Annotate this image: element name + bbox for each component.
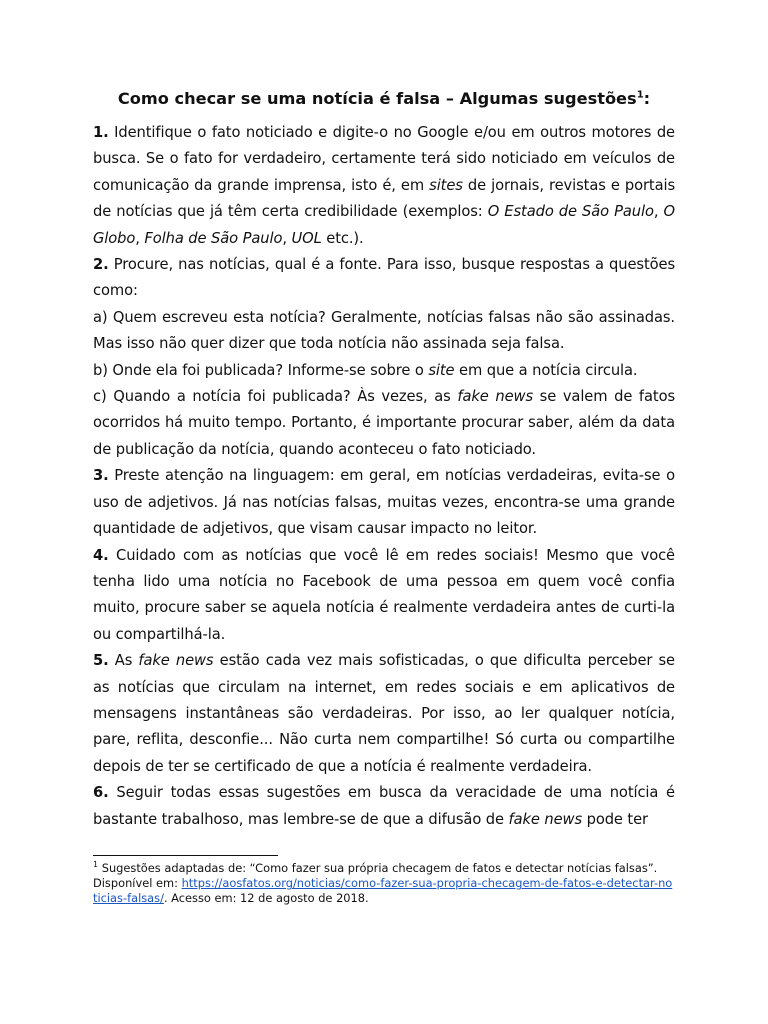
italic-text: fake news [508,810,583,828]
italic-text: fake news [138,652,214,670]
paragraph-text: a) Quem escreveu esta notícia? Geralmente, notícias falsas não são assinadas. Mas isso não quer dizer que toda notícia não assinada seja falsa. [93,308,675,353]
paragraph-item [93,384,675,463]
footnote-link[interactable]: https://aosfatos.org/noticias/como-fazer-sua-propria-checagem-de-fatos-e-detectar-noticias-falsas/ [93,876,673,906]
footnote-access-date: . Acesso em: 12 de agosto de 2018. [163,891,369,906]
title-footnote-ref[interactable]: 1 [636,89,644,101]
paragraph-text: Procure, nas notícias, qual é a fonte. Para isso, busque respostas a questões como: [93,256,675,300]
italic-text: sites [429,176,463,194]
footnote-text: Sugestões adaptadas de: “Como fazer sua própria checagem de fatos e detectar notícias falsas”. Disponível em: [93,861,658,891]
footnote-divider [93,855,278,856]
item-number: 2. [93,256,109,274]
italic-text: site [428,361,455,379]
paragraph-text: se valem de fatos ocorridos há muito tempo. Portanto, é importante procurar saber, além da data de publicação da notícia, quando aconteceu o fato noticiado. [93,388,676,458]
paragraph-text: de jornais, revistas e portais de notícias que já têm certa credibilidade (exemplos: [93,176,676,221]
item-number: 4. [93,546,109,564]
italic-text: O Globo [93,203,676,247]
paragraph-text: Cuidado com as notícias que você lê em redes sociais! Mesmo que você tenha lido uma notícia no Facebook de uma pessoa em quem você confia muito, procure saber se aquela notícia é realmente verdadeira antes de curti-la ou compartilhá-la. [93,546,675,643]
document-page [93,86,675,833]
paragraph-item [93,648,675,780]
italic-text: Folha de São Paulo [144,229,283,247]
paragraph-text: As [108,652,139,670]
paragraph-text: em que a notícia circula. [454,361,638,379]
paragraph-item [93,252,675,305]
paragraph-item [93,463,675,542]
italic-text: O Estado de São Paulo [487,203,654,221]
paragraph-item [93,543,675,649]
item-number: 6. [93,784,109,802]
item-number: 3. [93,467,109,485]
footnote-marker: 1 [93,860,99,870]
paragraph-item [93,780,675,833]
paragraph-text: Preste atenção na linguagem: em geral, em notícias verdadeiras, evita-se o uso de adjetivos. Já nas notícias falsas, muitas vezes, encontra-se uma grande quantidade de adjetivos, que visam causar impacto no leitor. [93,467,675,538]
document-title [93,86,675,112]
italic-text: UOL [291,229,322,247]
italic-text: fake news [457,388,533,406]
paragraph-text: Seguir todas essas sugestões em busca da veracidade de uma notícia é bastante trabalhoso, mas lembre-se de que a difusão de [93,784,675,828]
paragraph-text: , [135,229,145,247]
paragraph-item [93,358,675,384]
item-number: 5. [93,652,109,670]
footnote [93,861,675,907]
paragraph-text: , [282,229,292,247]
paragraph-text: etc.). [321,229,364,247]
title-suffix: : [643,89,651,108]
paragraph-text: b) Onde ela foi publicada? Informe-se sobre o [93,361,429,379]
paragraph-item [93,305,675,358]
paragraph-text: , [653,203,664,221]
paragraph-text: c) Quando a notícia foi publicada? Às vezes, as [93,388,458,406]
paragraph-text: estão cada vez mais sofisticadas, o que dificulta perceber se as notícias que circulam na internet, em redes sociais e em aplicativos de mensagens instantâneas são verdadeiras. Por isso, ao ler qualquer notícia, pare, reflita, desconfie... Não curta nem compartilhe! Só curta ou compartilhe depois de ter se certificado de que a notícia é realmente verdadeira. [93,652,675,775]
title-text: Como checar se uma notícia é falsa – Algumas sugestões [117,89,637,108]
item-number: 1. [93,124,109,141]
document-body [93,120,675,833]
paragraph-item [93,120,675,252]
paragraph-text: pode ter [582,810,648,828]
paragraph-text: Identifique o fato noticiado e digite-o no Google e/ou em outros motores de busca. Se o fato for verdadeiro, certamente terá sido noticiado em veículos de comunicação da grande imprensa, isto é, em [93,124,675,194]
